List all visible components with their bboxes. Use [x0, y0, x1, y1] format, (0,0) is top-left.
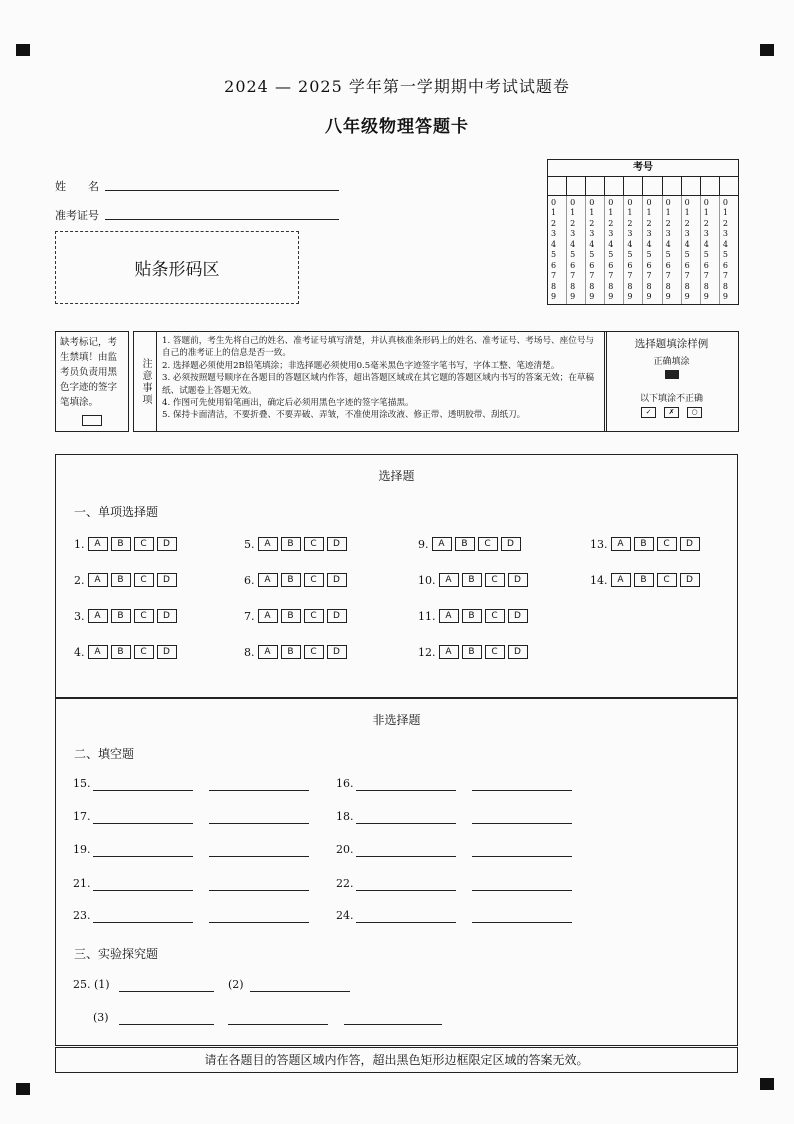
option-bubble-d[interactable]: D	[157, 645, 177, 659]
exam-id-input-line[interactable]	[105, 219, 339, 220]
exam-number-column	[624, 196, 643, 304]
exam-number-column	[663, 196, 682, 304]
name-input-line[interactable]	[105, 190, 339, 191]
question-number: 3.	[74, 609, 85, 623]
option-bubble-b[interactable]: B	[111, 573, 131, 587]
exam-number-digit-bubble[interactable]: 2	[608, 218, 614, 228]
exam-number-digit-bubble[interactable]: 9	[627, 291, 633, 301]
exam-number-digit-bubble[interactable]: 1	[608, 208, 614, 218]
wrong-mark-check: ✓	[641, 407, 656, 418]
fill-answer-blank[interactable]	[209, 823, 309, 824]
fill-answer-blank[interactable]	[472, 823, 572, 824]
notice-box	[133, 331, 607, 432]
fill-answer-blank[interactable]	[472, 790, 572, 791]
correct-fill-label: 正确填涂	[653, 357, 690, 367]
option-bubble-d[interactable]: D	[508, 645, 528, 659]
exam-number-digit-bubble[interactable]: 5	[722, 250, 728, 260]
exam-number-digit-bubble[interactable]: 3	[589, 229, 595, 239]
exam-number-write-box[interactable]	[567, 177, 586, 195]
exam-number-digit-bubble[interactable]: 2	[589, 218, 595, 228]
exam-number-digit-bubble[interactable]: 0	[684, 198, 690, 207]
footer-warning: 请在各题目的答题区域内作答，超出黑色矩形边框限定区域的答案无效。	[55, 1047, 738, 1073]
exam-number-digit-bubble[interactable]: 4	[703, 239, 709, 249]
corner-marker-bottom-left	[16, 1083, 30, 1095]
absent-mark-checkbox[interactable]	[82, 415, 102, 426]
exam-number-digit-bubble[interactable]: 5	[703, 250, 709, 260]
exam-number-digit-bubble[interactable]: 1	[570, 208, 576, 218]
option-bubble-d[interactable]: D	[327, 609, 347, 623]
exam-number-digit-bubble[interactable]: 0	[703, 198, 709, 207]
option-bubble-d[interactable]: D	[327, 645, 347, 659]
option-bubble-c[interactable]: C	[485, 645, 505, 659]
exam-id-label: 准考证号	[55, 209, 99, 222]
option-bubble-a[interactable]: A	[439, 645, 459, 659]
notice-side-text: 注意事项	[140, 357, 151, 406]
q25-part2-blank[interactable]	[250, 991, 350, 992]
choice-question	[590, 537, 703, 551]
experiment-title: 三、实验探究题	[74, 947, 159, 961]
exam-number-digit-bubble[interactable]: 5	[665, 250, 671, 260]
name-label: 姓 名	[55, 180, 99, 193]
fill-answer-blank[interactable]	[93, 856, 193, 857]
exam-number-digit-bubble[interactable]: 9	[589, 291, 595, 301]
exam-number-digit-bubble[interactable]: 2	[684, 218, 690, 228]
question-number: 12.	[418, 645, 436, 659]
exam-number-digit-bubble[interactable]: 4	[608, 239, 614, 249]
option-bubble-b[interactable]: B	[462, 609, 482, 623]
exam-title: 2024 — 2025 学年第一学期期中考试试题卷	[224, 77, 570, 96]
choice-question	[418, 537, 524, 551]
fill-question-number: 19.	[73, 843, 91, 856]
exam-number-digit-bubble[interactable]: 2	[570, 218, 576, 228]
fill-answer-blank[interactable]	[209, 890, 309, 891]
question-number: 5.	[244, 537, 255, 551]
notice-side-label	[134, 332, 157, 431]
option-bubble-b[interactable]: B	[111, 645, 131, 659]
fill-answer-blank[interactable]	[93, 823, 193, 824]
option-bubble-a[interactable]: A	[258, 537, 278, 551]
exam-number-column	[567, 196, 586, 304]
option-bubble-d[interactable]: D	[508, 573, 528, 587]
exam-number-digit-bubble[interactable]: 3	[551, 229, 557, 239]
fill-answer-blank[interactable]	[356, 790, 456, 791]
exam-number-digit-bubble[interactable]: 0	[570, 198, 576, 207]
exam-number-column	[605, 196, 624, 304]
exam-number-digit-bubble[interactable]: 6	[551, 260, 557, 270]
exam-number-digit-bubble[interactable]: 3	[665, 229, 671, 239]
option-bubble-c[interactable]: C	[304, 645, 324, 659]
exam-number-digit-bubble[interactable]: 4	[722, 239, 728, 249]
exam-number-digit-bubble[interactable]: 2	[646, 218, 652, 228]
notice-items	[162, 335, 602, 422]
fill-answer-blank[interactable]	[472, 890, 572, 891]
option-bubble-a[interactable]: A	[439, 573, 459, 587]
exam-number-write-box[interactable]	[643, 177, 662, 195]
exam-number-digit-bubble[interactable]: 0	[722, 198, 728, 207]
exam-number-digit-bubble[interactable]: 5	[551, 250, 557, 260]
option-bubble-b[interactable]: B	[281, 645, 301, 659]
exam-number-digit-bubble[interactable]: 2	[722, 218, 728, 228]
fill-question-number: 18.	[336, 810, 354, 823]
exam-number-digit-bubble[interactable]: 6	[646, 260, 652, 270]
option-bubble-a[interactable]: A	[611, 573, 631, 587]
exam-number-digit-bubble[interactable]: 2	[703, 218, 709, 228]
option-bubble-c[interactable]: C	[134, 537, 154, 551]
exam-number-digit-bubble[interactable]: 8	[703, 281, 709, 291]
exam-number-digit-bubble[interactable]: 9	[646, 291, 652, 301]
option-bubble-d[interactable]: D	[157, 573, 177, 587]
wrong-mark-cross: ✗	[664, 407, 679, 418]
choice-section	[55, 454, 738, 698]
exam-number-digit-bubble[interactable]: 5	[570, 250, 576, 260]
exam-number-digit-bubble[interactable]: 2	[551, 218, 557, 228]
exam-number-digit-bubble[interactable]: 4	[570, 239, 576, 249]
choice-question	[74, 609, 180, 623]
q25-part1-blank[interactable]	[119, 991, 214, 992]
q25-part3-label: (3)	[93, 1011, 109, 1024]
exam-number-digit-bubble[interactable]: 8	[665, 281, 671, 291]
fill-question-number: 24.	[336, 909, 354, 922]
exam-number-digit-bubble[interactable]: 5	[684, 250, 690, 260]
option-bubble-c[interactable]: C	[304, 573, 324, 587]
exam-number-digit-bubble[interactable]: 9	[608, 291, 614, 301]
option-bubble-b[interactable]: B	[462, 573, 482, 587]
option-bubble-d[interactable]: D	[157, 609, 177, 623]
option-bubble-b[interactable]: B	[281, 609, 301, 623]
notice-item: 4. 作图可先使用铅笔画出，确定后必须用黑色字迹的签字笔描黑。	[162, 398, 414, 409]
q25-part3-blank-3[interactable]	[344, 1024, 442, 1025]
exam-number-column	[548, 196, 567, 304]
option-bubble-d[interactable]: D	[680, 573, 700, 587]
exam-number-column	[701, 196, 720, 304]
option-bubble-a[interactable]: A	[439, 609, 459, 623]
exam-number-digit-bubble[interactable]: 7	[722, 271, 728, 281]
exam-number-digit-bubble[interactable]: 6	[570, 260, 576, 270]
option-bubble-b[interactable]: B	[634, 573, 654, 587]
choice-question	[74, 573, 180, 587]
wrong-fill-label: 以下填涂不正确	[639, 394, 703, 404]
choice-question	[418, 609, 531, 623]
exam-number-bubbles[interactable]	[548, 196, 738, 304]
exam-number-digit-bubble[interactable]: 0	[665, 198, 671, 207]
fill-answer-blank[interactable]	[209, 922, 309, 923]
fill-answer-blank[interactable]	[209, 790, 309, 791]
choice-question	[418, 573, 531, 587]
exam-number-digit-bubble[interactable]: 3	[703, 229, 709, 239]
exam-number-write-boxes[interactable]	[548, 177, 738, 196]
fill-answer-blank[interactable]	[472, 922, 572, 923]
exam-number-digit-bubble[interactable]: 8	[646, 281, 652, 291]
exam-number-digit-bubble[interactable]: 7	[646, 271, 652, 281]
fill-question-number: 17.	[73, 810, 91, 823]
choice-question	[418, 645, 531, 659]
barcode-area: 贴条形码区	[55, 231, 299, 304]
choice-question	[74, 537, 180, 551]
exam-number-digit-bubble[interactable]: 6	[608, 260, 614, 270]
exam-number-digit-bubble[interactable]: 0	[646, 198, 652, 207]
exam-number-column	[643, 196, 662, 304]
option-bubble-c[interactable]: C	[134, 645, 154, 659]
exam-number-digit-bubble[interactable]: 3	[646, 229, 652, 239]
choice-question	[74, 645, 180, 659]
notice-item: 1. 答题前，考生先将自己的姓名、准考证号填写清楚，并认真核准条形码上的姓名、准考证号、考场号、座位号与自己的准考证上的信息是否一致。	[162, 336, 595, 359]
exam-number-digit-bubble[interactable]: 6	[722, 260, 728, 270]
choice-section-title: 选择题	[378, 469, 415, 483]
option-bubble-a[interactable]: A	[432, 537, 452, 551]
option-bubble-a[interactable]: A	[88, 537, 108, 551]
single-choice-title: 一、单项选择题	[74, 505, 159, 519]
exam-number-digit-bubble[interactable]: 1	[684, 208, 690, 218]
option-bubble-c[interactable]: C	[478, 537, 498, 551]
option-bubble-d[interactable]: D	[327, 573, 347, 587]
option-bubble-a[interactable]: A	[258, 573, 278, 587]
fill-answer-blank[interactable]	[93, 922, 193, 923]
absent-mark-box	[55, 331, 129, 432]
option-bubble-b[interactable]: B	[281, 537, 301, 551]
corner-marker-top-right	[760, 44, 774, 56]
exam-number-digit-bubble[interactable]: 9	[551, 291, 557, 301]
question-number: 9.	[418, 537, 429, 551]
option-bubble-c[interactable]: C	[657, 537, 677, 551]
option-bubble-c[interactable]: C	[304, 609, 324, 623]
fill-answer-blank[interactable]	[356, 890, 456, 891]
exam-number-digit-bubble[interactable]: 7	[551, 271, 557, 281]
exam-number-digit-bubble[interactable]: 4	[551, 239, 557, 249]
exam-number-digit-bubble[interactable]: 8	[684, 281, 690, 291]
fill-answer-blank[interactable]	[93, 790, 193, 791]
fill-question-number: 16.	[336, 777, 354, 790]
exam-number-digit-bubble[interactable]: 7	[589, 271, 595, 281]
fill-answer-blank[interactable]	[356, 856, 456, 857]
question-number: 6.	[244, 573, 255, 587]
answer-card-title: 八年级物理答题卡	[325, 117, 469, 137]
fill-answer-blank[interactable]	[209, 856, 309, 857]
fill-sample-box	[604, 331, 739, 432]
exam-number-digit-bubble[interactable]: 1	[665, 208, 671, 218]
q25-part3-blank-1[interactable]	[119, 1024, 214, 1025]
question-number: 11.	[418, 609, 436, 623]
option-bubble-d[interactable]: D	[508, 609, 528, 623]
corner-marker-top-left	[16, 44, 30, 56]
exam-number-digit-bubble[interactable]: 3	[722, 229, 728, 239]
exam-number-digit-bubble[interactable]: 9	[570, 291, 576, 301]
option-bubble-a[interactable]: A	[611, 537, 631, 551]
question-number: 2.	[74, 573, 85, 587]
notice-item: 5. 保持卡面清洁，不要折叠、不要弄破、弄皱，不准使用涂改液、修正带、透明胶带、刮纸刀。	[162, 410, 526, 421]
correct-fill-example	[665, 370, 679, 379]
fill-answer-blank[interactable]	[93, 890, 193, 891]
exam-number-grid	[547, 159, 739, 305]
non-choice-section	[55, 698, 738, 1046]
exam-number-digit-bubble[interactable]: 6	[665, 260, 671, 270]
choice-question	[590, 573, 703, 587]
exam-number-write-box[interactable]	[548, 177, 567, 195]
fill-sample-title: 选择题填涂样例	[634, 338, 709, 350]
option-bubble-a[interactable]: A	[88, 609, 108, 623]
choice-question	[244, 537, 350, 551]
exam-number-digit-bubble[interactable]: 3	[570, 229, 576, 239]
fill-question-number: 21.	[73, 877, 91, 890]
exam-number-digit-bubble[interactable]: 6	[589, 260, 595, 270]
exam-number-digit-bubble[interactable]: 9	[703, 291, 709, 301]
exam-number-digit-bubble[interactable]: 0	[627, 198, 633, 207]
wrong-mark-circle: ○	[687, 407, 702, 418]
non-choice-section-title: 非选择题	[372, 713, 421, 727]
exam-number-write-box[interactable]	[663, 177, 682, 195]
notice-item: 2. 选择题必须使用2B铅笔填涂；非选择题必须使用0.5毫米黑色字迹签字笔书写，字体工整、笔迹清楚。	[162, 360, 560, 371]
exam-number-digit-bubble[interactable]: 5	[608, 250, 614, 260]
notice-item: 3. 必须按照题号顺序在各题目的答题区域内作答，超出答题区域或在其它题的答题区域内书写的答案无效；在草稿纸、试题卷上答题无效。	[162, 373, 595, 396]
exam-number-digit-bubble[interactable]: 2	[627, 218, 633, 228]
exam-number-digit-bubble[interactable]: 3	[627, 229, 633, 239]
exam-number-digit-bubble[interactable]: 4	[646, 239, 652, 249]
exam-number-digit-bubble[interactable]: 0	[551, 198, 557, 207]
choice-question	[244, 645, 350, 659]
option-bubble-c[interactable]: C	[134, 609, 154, 623]
exam-number-digit-bubble[interactable]: 8	[589, 281, 595, 291]
exam-number-digit-bubble[interactable]: 1	[646, 208, 652, 218]
exam-number-column	[720, 196, 738, 304]
exam-number-digit-bubble[interactable]: 7	[703, 271, 709, 281]
exam-number-digit-bubble[interactable]: 6	[703, 260, 709, 270]
option-bubble-b[interactable]: B	[462, 645, 482, 659]
exam-number-column	[682, 196, 701, 304]
choice-question	[244, 573, 350, 587]
exam-number-digit-bubble[interactable]: 7	[627, 271, 633, 281]
q25-part3-blank-2[interactable]	[228, 1024, 328, 1025]
exam-number-digit-bubble[interactable]: 8	[608, 281, 614, 291]
question-number: 4.	[74, 645, 85, 659]
corner-marker-bottom-right	[760, 1078, 774, 1090]
choice-question	[244, 609, 350, 623]
question-number: 7.	[244, 609, 255, 623]
exam-number-write-box[interactable]	[624, 177, 643, 195]
option-bubble-c[interactable]: C	[304, 537, 324, 551]
fill-answer-blank[interactable]	[356, 922, 456, 923]
exam-number-digit-bubble[interactable]: 5	[589, 250, 595, 260]
exam-number-digit-bubble[interactable]: 7	[665, 271, 671, 281]
exam-number-title: 考号	[548, 160, 738, 177]
fill-answer-blank[interactable]	[472, 856, 572, 857]
exam-number-digit-bubble[interactable]: 4	[627, 239, 633, 249]
option-bubble-d[interactable]: D	[501, 537, 521, 551]
exam-number-digit-bubble[interactable]: 1	[722, 208, 728, 218]
option-bubble-b[interactable]: B	[111, 609, 131, 623]
exam-number-digit-bubble[interactable]: 8	[551, 281, 557, 291]
question-number: 1.	[74, 537, 85, 551]
exam-number-digit-bubble[interactable]: 7	[684, 271, 690, 281]
option-bubble-d[interactable]: D	[327, 537, 347, 551]
option-bubble-a[interactable]: A	[88, 645, 108, 659]
option-bubble-a[interactable]: A	[88, 573, 108, 587]
option-bubble-c[interactable]: C	[485, 573, 505, 587]
exam-number-digit-bubble[interactable]: 9	[665, 291, 671, 301]
exam-number-write-box[interactable]	[605, 177, 624, 195]
exam-number-digit-bubble[interactable]: 5	[627, 250, 633, 260]
exam-number-digit-bubble[interactable]: 6	[684, 260, 690, 270]
exam-number-digit-bubble[interactable]: 1	[551, 208, 557, 218]
question-number: 14.	[590, 573, 608, 587]
question-number: 10.	[418, 573, 436, 587]
option-bubble-a[interactable]: A	[258, 645, 278, 659]
option-bubble-c[interactable]: C	[657, 573, 677, 587]
exam-number-digit-bubble[interactable]: 4	[665, 239, 671, 249]
exam-number-digit-bubble[interactable]: 8	[627, 281, 633, 291]
exam-number-digit-bubble[interactable]: 7	[570, 271, 576, 281]
exam-number-digit-bubble[interactable]: 8	[722, 281, 728, 291]
question-number: 8.	[244, 645, 255, 659]
exam-number-digit-bubble[interactable]: 1	[627, 208, 633, 218]
exam-number-digit-bubble[interactable]: 5	[646, 250, 652, 260]
fill-question-number: 23.	[73, 909, 91, 922]
wrong-fill-examples	[605, 407, 738, 418]
option-bubble-c[interactable]: C	[485, 609, 505, 623]
exam-number-write-box[interactable]	[701, 177, 720, 195]
exam-number-digit-bubble[interactable]: 7	[608, 271, 614, 281]
fill-question-number: 20.	[336, 843, 354, 856]
exam-number-digit-bubble[interactable]: 3	[608, 229, 614, 239]
absent-mark-text: 缺考标记，考生禁填！由监考员负责用黑色字迹的签字笔填涂。	[60, 337, 118, 408]
exam-number-digit-bubble[interactable]: 1	[703, 208, 709, 218]
fill-question-number: 22.	[336, 877, 354, 890]
q25-part2-label: (2)	[228, 978, 244, 991]
option-bubble-d[interactable]: D	[157, 537, 177, 551]
option-bubble-b[interactable]: B	[111, 537, 131, 551]
option-bubble-a[interactable]: A	[258, 609, 278, 623]
option-bubble-b[interactable]: B	[634, 537, 654, 551]
exam-number-digit-bubble[interactable]: 3	[684, 229, 690, 239]
option-bubble-d[interactable]: D	[680, 537, 700, 551]
question-number: 13.	[590, 537, 608, 551]
option-bubble-c[interactable]: C	[134, 573, 154, 587]
exam-number-write-box[interactable]	[720, 177, 738, 195]
fill-answer-blank[interactable]	[356, 823, 456, 824]
fill-blank-title: 二、填空题	[74, 747, 135, 761]
exam-number-digit-bubble[interactable]: 6	[627, 260, 633, 270]
exam-number-digit-bubble[interactable]: 4	[589, 239, 595, 249]
q25-label: 25. (1)	[73, 978, 110, 991]
option-bubble-b[interactable]: B	[455, 537, 475, 551]
exam-number-digit-bubble[interactable]: 4	[684, 239, 690, 249]
exam-number-digit-bubble[interactable]: 0	[589, 198, 595, 207]
exam-number-digit-bubble[interactable]: 0	[608, 198, 614, 207]
exam-number-column	[586, 196, 605, 304]
exam-number-write-box[interactable]	[586, 177, 605, 195]
option-bubble-b[interactable]: B	[281, 573, 301, 587]
exam-number-digit-bubble[interactable]: 8	[570, 281, 576, 291]
exam-number-digit-bubble[interactable]: 9	[684, 291, 690, 301]
exam-number-digit-bubble[interactable]: 1	[589, 208, 595, 218]
exam-number-digit-bubble[interactable]: 2	[665, 218, 671, 228]
exam-number-digit-bubble[interactable]: 9	[722, 291, 728, 301]
fill-question-number: 15.	[73, 777, 91, 790]
exam-number-write-box[interactable]	[682, 177, 701, 195]
